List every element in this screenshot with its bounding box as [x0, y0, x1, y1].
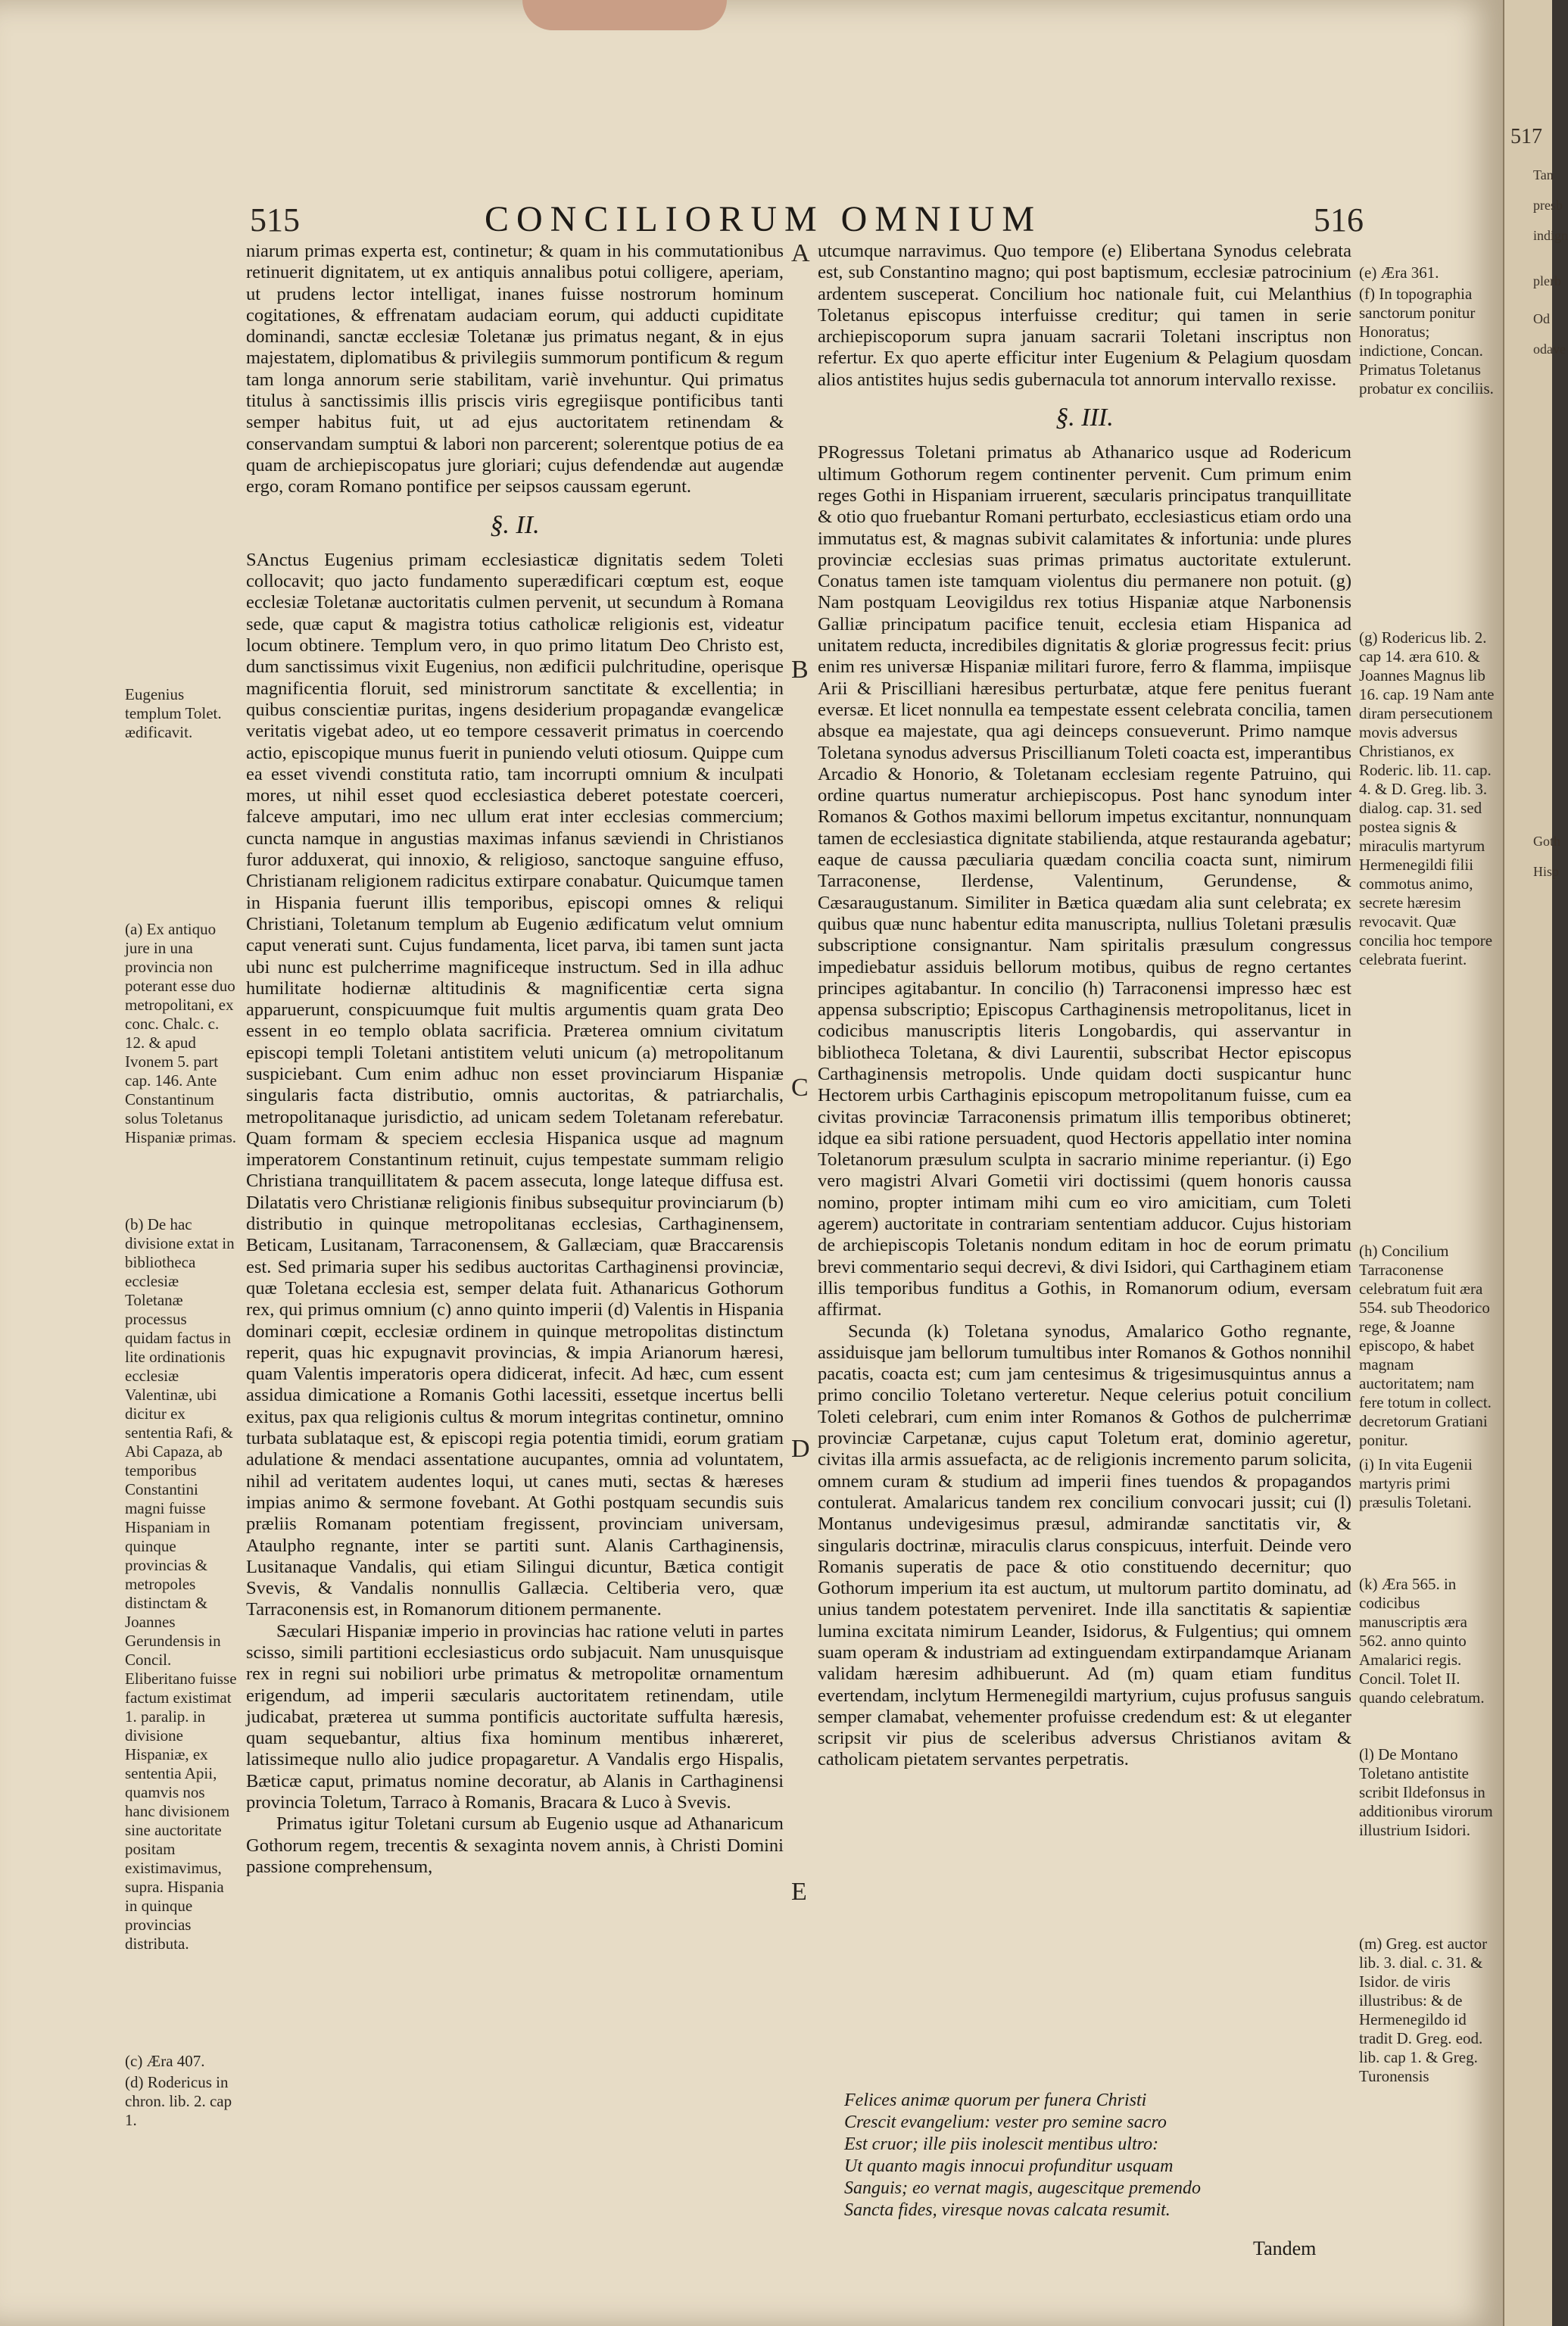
margin-note-left: (b) De hac divisione extat in bibliotheca ecclesiæ Toletanæ processus quidam factus in lite ordinationis ecclesiæ Valentinæ, ubi dicitur ex sententia Rafi, & Abi Capaza, ab temporibus Constantini magni fuisse Hispaniam in quinque provincias & metropoles distinctam & Joannes Gerundensis in Concil. Eliberitano fuisse factum existimat 1. paralip. in divisione Hispaniæ, ex sententia Apii, quamvis nos hanc divisionem sine auctoritate positam existimavimus, supra. Hispania in quinque provincias distributa.: [125, 1215, 237, 1953]
catchword: Tandem: [1253, 2237, 1317, 2259]
right-text-column: [818, 241, 1351, 2058]
spine-fragment: Goth: [1533, 834, 1560, 849]
section-marker-e: E: [791, 1878, 807, 1906]
section-marker-a: A: [791, 239, 810, 267]
left-intro-paragraph: niarum primas experta est, continetur; & quam in his commutationibus retinuerit dignitatem, ut ex antiquis annalibus potui colligere, aperiam, ut prudens lector intelligat, inanes fuisse nostrorum hominum cogitationes, & effrenatam audaciam eorum, qui adducti cupiditate dominandi, sanctæ ecclesiæ Toletanæ jus primatus negant, & in ejus majestatem, diplomatibus & privilegiis summorum pontificum & regum tam longa annorum serie stabilitam, variè invehuntur. Qui primatus titulus à sanctissimis illis priscis viris egregiisque pontificibus tanti semper habitus fuit, ut ad ejus auctoritatem retinendam & conservandam sumptui & labori non parcerent; solerentque potius de ea quam de archiepiscopatus jure gloriari; cujus defendendæ aut augendæ ergo, coram Romano pontifice per seipsos caussam egerunt.: [246, 241, 784, 497]
section-marker-b: B: [791, 656, 809, 684]
section-heading-II: §. II.: [490, 510, 540, 539]
margin-note-right: (e) Æra 361.: [1359, 263, 1439, 282]
running-head: CONCILIORUM OMNIUM: [485, 199, 1043, 239]
left-body-paragraph-3: Primatus igitur Toletani cursum ab Eugenio usque ad Athanaricum Gothorum regem, trecentis & sexaginta novem annis, à Christi Domini passione comprehensum,: [246, 1813, 784, 1877]
margin-note-left: (c) Æra 407.: [125, 2052, 205, 2070]
next-page-edge: [1503, 0, 1568, 2326]
page-number-right: 516: [1314, 201, 1364, 239]
verse-line: Crescit evangelium: vester pro semine sacro: [844, 2112, 1167, 2132]
page-number-left: 515: [250, 201, 300, 239]
verse-line: Sancta fides, viresque novas calcata resumit.: [844, 2200, 1171, 2220]
margin-note-right: (m) Greg. est auctor lib. 3. dial. c. 31. & Isidor. de viris illustribus: & de Hermenegildo id tradit D. Greg. eod. lib. cap 1. & Greg. Turonensis: [1359, 1935, 1488, 2085]
margin-note-right: (l) De Montano Toletano antistite scribit Ildefonsus in additionibus virorum illustrium Isidori.: [1359, 1745, 1493, 1839]
margin-note-right: (i) In vita Eugenii martyris primi præsulis Toletani.: [1359, 1455, 1473, 1511]
margin-note-right: (k) Æra 565. in codicibus manuscriptis æra 562. anno quinto Amalarici regis. Concil. Tolet II. quando celebratum.: [1359, 1575, 1485, 1707]
spine-fragment: presb: [1533, 198, 1563, 213]
margin-note-left: (a) Ex antiquo jure in una provincia non poterant esse duo metropolitani, ex conc. Chalc. c. 12. & apud Ivonem 5. part cap. 146. Ante Constantinum solus Toletanus Hispaniæ primas.: [125, 920, 236, 1146]
margin-note-right: (g) Rodericus lib. 2. cap 14. æra 610. & Joannes Magnus lib 16. cap. 19 Nam ante diram persecutionem movis adversus Christianos, ex Roderic. lib. 11. cap. 4. & D. Greg. lib. 3. dialog. cap. 31. sed postea signis & miraculis martyrum Hermenegildi filii commotus animo, secrete hæresim revocavit. Quæ concilia hoc tempore celebrata fuerint.: [1359, 628, 1495, 968]
spine-fragment: Hisp: [1533, 864, 1560, 879]
left-text-column: [246, 241, 784, 2073]
right-body-paragraph-2: Secunda (k) Toletana synodus, Amalarico Gotho regnante, assiduisque jam bellorum tumultibus inter Romanos & Gothos nonnihil pacatis, coacta est; cum jam centesimus & trigesimusquintus annus a primo concilio Toletano verteretur. Neque celerius potuit concilium Toleti celebrari, cum enim inter Romanos & Gothos de pulcherrimæ provinciæ Carpetanæ, cujus caput Toletum erat, dominio ageretur, civitas illa armis assuefacta, ac de religionis incremento parum solicita, omnem curam & studium ad imperii fines tuendos & propagandos contulerat. Amalaricus tandem rex concilium convocari jussit; cui (l) Montanus undevigesimus præsul, admirandæ sanctitatis vir, & singularis doctrinæ, miraculis clarus conspicuus, interfuit. Deinde vero Romanis superatis de pace & otio constituendo decernitur; quo Gothorum imperium ita est auctum, ut multorum partito dominatu, ad unius tandem potestatem perveniret. Inde illa sanctitatis & sapientiæ lumina excitata nimirum Leander, Isidorus, & Fulgentius; qui omnem suam operam & industriam ad extinguendam extirpandamque Arianam validam hæresim adhibuerunt. Ad (m) quam etiam funditus evertendam, inclytum Hermenegildi martyrium, cujus profusus sanguis semper clamabat, vehementer profuisse credendum est: & ut eleganter scripsit vir pius de sceleribus adversus Christianos avitam & catholicam pietatem servantes perpetratis.: [818, 1320, 1351, 1770]
verse-line: Est cruor; ille piis inolescit mentibus ultro:: [844, 2134, 1159, 2154]
thumb-holding-page: [522, 0, 727, 30]
verse-quotation: [844, 2090, 1336, 2222]
margin-note-right: (h) Concilium Tarraconense celebratum fuit æra 554. sub Theodorico rege, & Joanne episcopo, & habet magnam auctoritatem; nam fere totum in collect. decretorum Gratiani ponitur.: [1359, 1242, 1492, 1449]
spine-fragment: indign: [1533, 228, 1568, 243]
verse-line: Felices animæ quorum per funera Christi: [844, 2091, 1147, 2110]
section-marker-d: D: [791, 1435, 810, 1463]
spine-fragment: plerb: [1533, 273, 1561, 288]
spine-fragment: Tan: [1533, 167, 1554, 182]
spine-fragment: Od: [1533, 311, 1550, 326]
left-body-paragraph: SAnctus Eugenius primam ecclesiasticæ dignitatis sedem Toleti collocavit; quo jacto fundamento superædificari cœptum est, eoque ecclesiæ Toletanæ auctoritatis culmen pervenit, ut secundum à Romana sede, quæ caput & magistra totius catholicæ religionis est, videatur locum obtinere. Templum vero, in quo primo litatum Deo Christo est, dum sanctissimus vixit Eugenius, non ædificii pulchritudine, operisque magnificentia floruit, sed ministrorum sanctitate & excellentia; in quibus conscientiæ puritas, ingens desiderium propagandæ evangelicæ veritatis vigebat adeo, ut eo tempore cessaverit primatus in coercendo actio, episcopique munus fuerit in puniendo veluti otiosum. Quippe cum ea esset vivendi constituta ratio, tam incorrupti omnium & inculpati mores, ut nihil esset quod ecclesiastica deberet potestate coerceri, falceve amputari, imo nec ullum erat inter ecclesias commercium; cuncta namque in angustias maximas infanus sæviendi in Christianos furor adduxerat, qui innoxio, & religioso, sanctoque sanguine effuso, Christianam religionem radicitus extirpare conabatur. Quicumque tamen in Hispania fuerunt illis temporibus, episcopi omnes & reliqui Christiani, Toletanum templum ab Eugenio ædificatum velut omnium caput venerati sunt. Cujus fundamenta, licet parva, ibi tamen sunt jacta ubi nunc est pulcherrime magnificeque instructum. Sed in illa adhuc humilitate hodiernæ altitudinis & magnificentiæ certa signa apparuerunt, conspicuumque fuit multis argumentis quam grata Deo essent in eo templo oblata sacrificia. Præterea omnium civitatum episcopi templi Toletani antistitem veluti unicum (a) metropolitanum suspiciebant. Cum enim adhuc non esset provinciarum Hispaniæ singularis facta distributio, omnis auctoritas, & patriarchalis, metropolitanaque jurisdictio, ad unicam sedem Toletanam referebatur. Quam formam & speciem ecclesia Hispanica usque ad magnum imperatorem Constantinum retinuit, cujus tempestate summam religio Christiana tranquillitatem & pacem assecuta, longe lateque diffusa est. Dilatatis vero Christianæ religionis finibus subsequitur provinciarum (b) distributio in quinque metropolitanas ecclesias, Carthaginensem, Beticam, Lusitanam, Tarraconensem, & Gallæciam, quæ Braccarensis est. Sed primaria super his sedibus auctoritas Carthaginensi provinciæ, quæ Toletana ecclesia est, semper delata fuit. Athanaricus Gothorum rex, qui primus omnium (c) anno quinto imperii (d) Valentis in Hispania dominari cœpit, ecclesiæ ordinem in quinque metropolitas distinctum reperit, quas hic expugnavit provincias, & impia Arianorum hæresi, quam Valentis imperatoris opera didicerat, infecit. Ad hæc, cum essent assidua dimicatione a Romanis Gothi lacessiti, essetque incertus belli exitus, pax qua religionis cultus & morum integritas continetur, omnino turbata sublataque est, & episcopi regia potentia timidi, eorum gratiam adulatione & mendaci assentatione aucupantes, omnia ad voluntatem, nihil ad veritatem audentes loqui, ut canes muti, sectas & hæreses impias animo & sermone fovebant. At Gothi postquam secundis suis præliis Romanam potentiam fregissent, provinciam universam, Ataulpho regnante, inter se partiti sunt. Alanis Carthaginensis, Lusitanaque Vandalis, qui etiam Silingui dicuntur, Bætica contigit Svevis, & Vandalis nonnullis Gallæcia. Celtiberia vero, quæ Tarraconensis est, in Romanorum ditionem permanente.: [246, 549, 784, 1620]
section-marker-c: C: [791, 1074, 809, 1102]
verse-line: Ut quanto magis innocui profunditur usquam: [844, 2156, 1174, 2176]
right-body-paragraph: PRogressus Toletani primatus ab Athanarico usque ad Rodericum ultimum Gothorum regem continenter pervenit. Cum primum enim reges Gothi in Hispaniam irruerent, sæcularis principatus tranquillitate & otio quo fruebantur Romani perturbato, ecclesiasticus etiam ordo una immutatus est, & magnas subivit calamitates & infortunia: unde plures provinciæ ecclesias suas primas primatus auctoritate extulerunt. Conatus tamen iste tamquam violentus diu permanere non potuit. (g) Nam postquam Leovigildus rex totius Hispaniæ atque Narbonensis Galliæ principatum pacifice tenuit, ecclesia etiam Hispanica ad unitatem reducta, incredibiles dignitatis & gloriæ progressus fecit: prius enim res universæ Hispaniæ militari furore, ferro & flamma, impiisque Arii & Priscilliani hæresibus perturbatæ, atque fere penitus fuerant eversæ. Et licet nonnulla ea tempestate essent celebrata concilia, tamen absque ea majestate, qua agi deinceps consueverunt. Primo namque Toletana synodus adversus Priscillianum Toleti coacta est, imperantibus Arcadio & Honorio, & Toletanam ecclesiam regente Patruino, qui ordine quartus numeratur archiepiscopus. Post hanc synodum inter Romanos & Gothos maximi bellorum impetus excitantur, nonnunquam tamen de ecclesiastica dignitate stabilienda, atque restauranda agebatur; eaque de caussa pæculiaria quædam concilia coacta sunt, nimirum Tarraconense, Ilerdense, Valentinum, Gerundense, & Cæsaraugustanum. Similiter in Bætica quædam alia sunt celebrata; ex quibus quæ nunc habentur edita manuscripta, nullius Toletani præsulis subscriptione consignantur. Nam spiritalis præsulum congressus impediebatur assiduis bellorum motibus, quibus de regno certantes principes agitabantur. In concilio (h) Tarraconensi impresso hæc est appensa subscriptio; Episcopus Carthaginensis metropolitanus, licet in codicibus manuscriptis literis Longobardis, qui asservantur in bibliotheca Toletana, & divi Laurentii, subscribat Hector episcopus Carthaginensis metropolis. Unde quidam docti suspicantur hunc Hectorem urbis Carthaginis episcopum metropolitanum fuisse, cum ea civitas provinciæ Tarraconensis primatum illis temporibus obtineret; idque ea sibi ratione persuadent, quod Hectoris appellatio inter nomina Toletanorum præsulum sculpta in sacrario minime reperiantur. (i) Ego vero magistri Alvari Gometii viri doctissimi (quem honoris caussa nomino, propter intimam mihi cum eo viro amicitiam, cum Toleti agerem) auctoritate in contrariam sententiam adducor. Cujus historiam de archiepiscopis Toletanis nondum editam in hoc de eorum primatu brevi commentario sequi decrevi, & divi Isidori, qui Carthaginem etiam illis temporibus funditus a Gothis, in Romanorum odium, eversam affirmat.: [818, 442, 1351, 1320]
verse-line: Sanguis; eo vernat magis, augescitque premendo: [844, 2178, 1202, 2198]
margin-note-left: (d) Rodericus in chron. lib. 2. cap 1.: [125, 2073, 232, 2129]
right-intro-paragraph: utcumque narravimus. Quo tempore (e) Elibertana Synodus celebrata est, sub Constantino magno; qui post baptismum, ecclesiæ patrocinium ardentem susceperat. Concilium hoc nationale fuit, cui Melanthius Toletanus episcopus interfuisse creditur; qui tamen in serie archiepiscoporum supra januam sacrarii Toletani inscriptus non refertur. Ex quo aperte efficitur inter Eugenium & Pelagium quosdam alios antistites hujus sedis gubernacula tot annorum intervallo rexisse.: [818, 241, 1351, 390]
next-page-number: 517: [1510, 125, 1542, 148]
margin-note-left: Eugenius templum Tolet. ædificavit.: [125, 685, 222, 741]
section-heading-III: §. III.: [1055, 404, 1114, 432]
spine-fragment: odave: [1533, 341, 1566, 357]
margin-note-right: (f) In topographia sanctorum ponitur Honoratus; indictione, Concan. Primatus Toletanus probatur ex conciliis.: [1359, 285, 1494, 398]
left-body-paragraph-2: Sæculari Hispaniæ imperio in provincias hac ratione veluti in partes scisso, simili partitioni ecclesiasticus ordo subjacuit. Nam unusquisque rex in regni sui nobiliori urbe primatus & metropolitæ ornamentum erigendum, ad imperii sæcularis auctoritatem retinendam, utile judicabat, præterea ut summa pontificis auctoritate suffulta hæresis, quam sequebantur, altius fixa hominum mentibus inhæreret, latissimeque nullo alio judice propagaretur. A Vandalis ergo Hispalis, Bæticæ caput, primatus nomine decoratur, ab Alanis in Carthaginensi provincia Toletum, Tarraco à Romanis, Bracara & Luco à Svevis.: [246, 1620, 784, 1813]
